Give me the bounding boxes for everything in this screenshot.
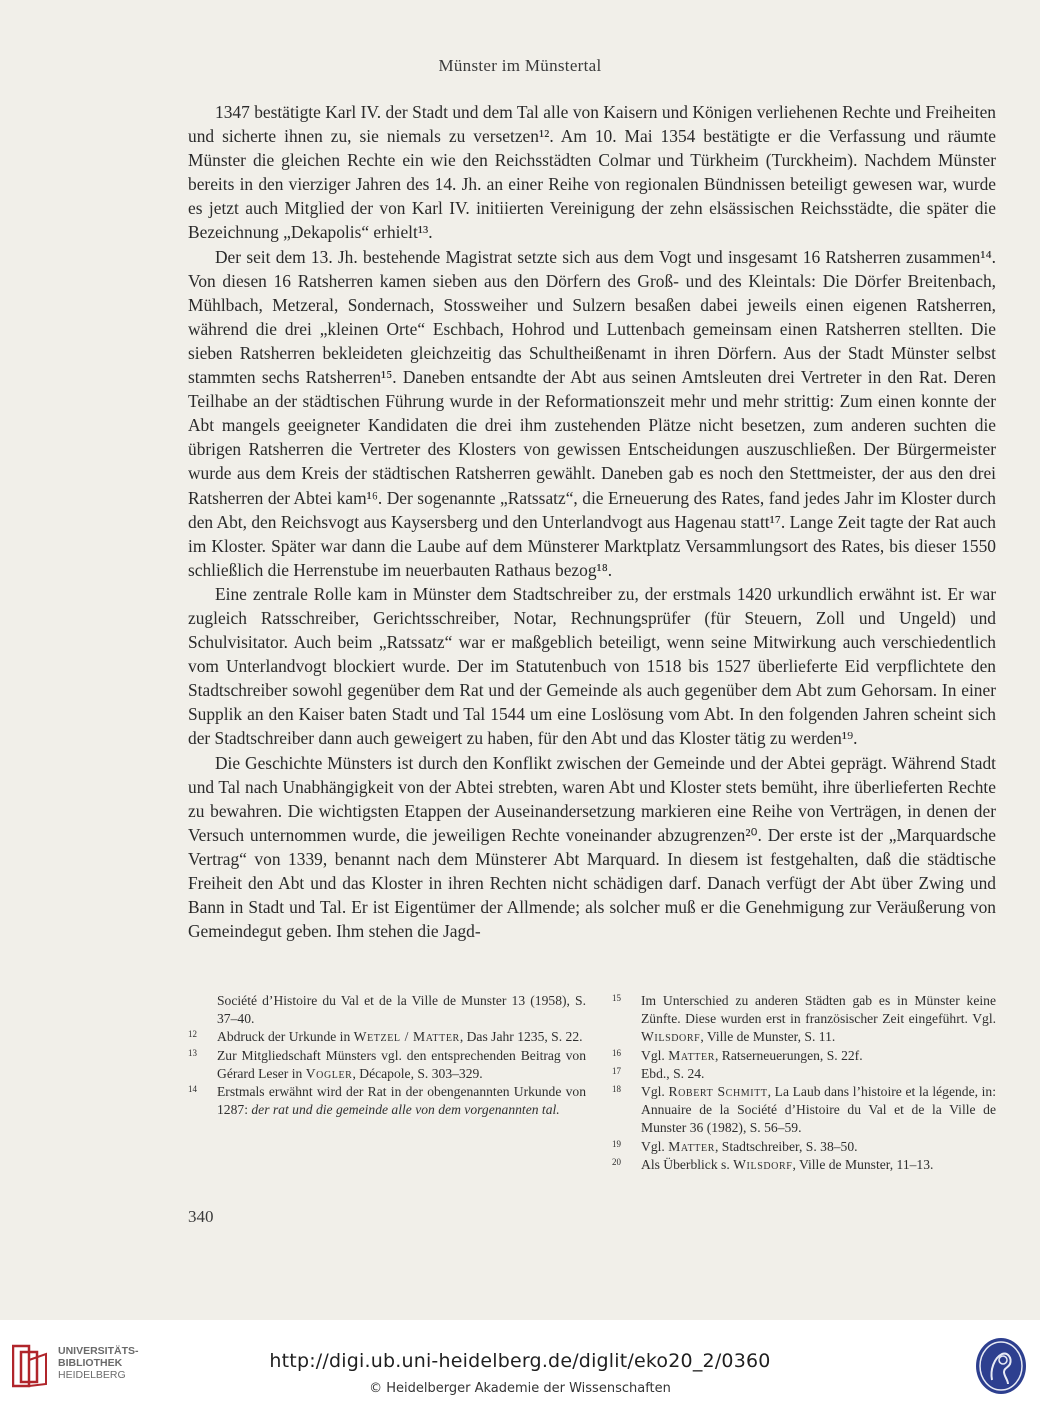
- footnote: [612, 1083, 996, 1138]
- author-name: Robert Schmitt: [668, 1084, 768, 1100]
- copyright-notice: © Heidelberger Akademie der Wissenschaften: [369, 1381, 671, 1396]
- footnote-number: 19: [612, 1138, 621, 1149]
- footnote-text-part: Im Unterschied zu anderen Städten gab es in Münster keine Zünfte. Diese wurden erst in französischer Zeit eingeführt. Vgl.: [641, 993, 996, 1027]
- footnote: [612, 1047, 996, 1065]
- footnote-number: 17: [612, 1065, 621, 1076]
- footnote-text-part: , Ratserneuerungen, S. 22f.: [714, 1047, 863, 1063]
- footnote-number: 16: [612, 1047, 621, 1058]
- author-name: Vogler: [305, 1065, 353, 1081]
- footnote: [188, 1083, 586, 1119]
- footnote-text-part: Vgl.: [641, 1084, 669, 1100]
- footnote-text-part: , La Laub dans l’histoire et la légende, in: Annuaire de la Société d’Histoire du Val et de la Ville de Munster 36 (1982), S. 56–59.: [641, 1084, 996, 1136]
- footnotes: [188, 992, 996, 1174]
- quoted-source: der rat und die gemeinde alle von dem vorgenannten tal.: [251, 1102, 560, 1118]
- permalink-url[interactable]: http://digi.ub.uni-heidelberg.de/diglit/eko20_2/0360: [269, 1350, 771, 1372]
- paragraph: Eine zentrale Rolle kam in Münster dem Stadtschreiber zu, der erstmals 1420 urkundlich erwähnt ist. Er war zugleich Ratsschreiber, Gerichtsschreiber, Notar, Rechnungsprüfer (für Steuern, Zoll und Ungeld) und Schulvisitator. Auch beim „Ratssatz“ war er maßgeblich beteiligt, wenn seine Mitwirkung auch verschiedentlich vom Unterlandvogt blockiert wurde. Der im Statutenbuch von 1518 bis 1527 überlieferte Eid verpflichtete den Stadtschreiber sowohl gegenüber dem Rat und der Gemeinde als auch gegenüber dem Abt zum Gehorsam. In einer Supplik an den Kaiser baten Stadt und Tal 1544 um eine Loslösung vom Abt. In den folgenden Jahren scheint sich der Stadtschreiber dann auch geweigert zu haben, für den Abt und das Kloster tätig zu werden¹⁹.: [188, 583, 996, 749]
- footnote-text: Société d’Histoire du Val et de la Ville de Munster 13 (1958), S. 37–40.: [217, 993, 586, 1027]
- footnote: [188, 992, 586, 1028]
- body-text: [188, 100, 996, 943]
- footnote-number: 15: [612, 993, 621, 1003]
- footnote-text: [641, 1047, 996, 1065]
- footnote-text-part: , Décapole, S. 303–329.: [352, 1065, 483, 1081]
- footnote-number: 18: [612, 1084, 621, 1095]
- footnote-number: 13: [188, 1047, 197, 1058]
- academy-seal-icon: [974, 1336, 1028, 1396]
- author-name: Matter: [668, 1138, 715, 1154]
- footnote-text-part: Als Überblick s.: [641, 1156, 734, 1172]
- footnote-text: [217, 1028, 586, 1046]
- footnote-text: [217, 1083, 586, 1119]
- footnote: [188, 1047, 586, 1083]
- footnote: [188, 1028, 586, 1046]
- footnotes-right-column: [612, 992, 996, 1174]
- footnote: [612, 1156, 996, 1174]
- footnote-text: [641, 1083, 996, 1138]
- author-name: Wilsdorf: [733, 1156, 793, 1172]
- footnote: [612, 1138, 996, 1156]
- footnote-number: 14: [188, 1084, 197, 1095]
- library-name-line: BIBLIOTHEK: [58, 1357, 123, 1369]
- footnote: [612, 992, 996, 1047]
- footnote-text: [641, 992, 996, 1047]
- footnote: [612, 1065, 996, 1083]
- footnote-text-part: , Das Jahr 1235, S. 22.: [459, 1029, 583, 1045]
- footnote-text-part: Zur Mitgliedschaft Münsters vgl. den entsprechenden Beitrag von Gérard Leser in: [217, 1047, 586, 1081]
- author-name: Matter: [668, 1047, 715, 1063]
- running-head: Münster im Münstertal: [438, 56, 602, 75]
- footnote-number: 20: [612, 1156, 621, 1167]
- footnote-number: 12: [188, 1029, 197, 1040]
- footnote-text: [641, 1156, 996, 1174]
- footnote-text: Ebd., S. 24.: [641, 1065, 705, 1081]
- library-name-line: HEIDELBERG: [58, 1369, 126, 1381]
- footnote-text: [217, 1047, 586, 1083]
- page-number: 340: [188, 1207, 214, 1226]
- footnote-text-part: Erstmals erwähnt wird der Rat in der obengenannten Urkunde von 1287:: [217, 1084, 586, 1118]
- author-name: Wilsdorf: [641, 1029, 701, 1045]
- footnote-text: [641, 1138, 996, 1156]
- footnote-text-part: , Ville de Munster, 11–13.: [792, 1156, 934, 1172]
- footnote-text-part: , Stadtschreiber, S. 38–50.: [714, 1138, 858, 1154]
- footnote-text-part: Vgl.: [641, 1138, 669, 1154]
- paragraph: Die Geschichte Münsters ist durch den Konflikt zwischen der Gemeinde und der Abtei geprägt. Während Stadt und Tal nach Unabhängigkeit von der Abtei strebten, waren Abt und Kloster stets bemüht, ihre überlieferten Rechte zu bewahren. Die wichtigsten Etappen der Auseinandersetzung markieren eine Reihe von Verträgen, in denen der Versuch unternommen wurde, die jeweiligen Rechte voneinander abzugrenzen²⁰. Der erste ist der „Marquardsche Vertrag“ von 1339, benannt nach dem Münsterer Abt Marquard. In diesem ist festgehalten, daß die städtische Freiheit den Abt und das Kloster in ihren Rechten nicht schädigen darf. Danach verfügt der Abt über Zwing und Bann in Stadt und Tal. Er ist Eigentümer der Allmende; als solcher muß er die Genehmigung zur Veräußerung von Gemeindegut geben. Ihm stehen die Jagd-: [188, 752, 996, 942]
- author-name: Wetzel / Matter: [353, 1029, 460, 1045]
- footnote-text-part: Abdruck der Urkunde in: [217, 1029, 354, 1045]
- footnotes-left-column: [188, 992, 586, 1174]
- footnote-text-part: , Ville de Munster, S. 11.: [700, 1029, 836, 1045]
- library-name-line: UNIVERSITÄTS-: [58, 1345, 139, 1357]
- footnote-text-part: Vgl.: [641, 1047, 669, 1063]
- paragraph: 1347 bestätigte Karl IV. der Stadt und dem Tal alle von Kaisern und Königen verliehenen Rechte und Freiheiten und sicherte ihnen zu, sie niemals zu versetzen¹². Am 10. Mai 1354 bestätigte er die Verfassung und räumte Münster die gleichen Rechte ein wie den Reichsstädten Colmar und Türkheim (Turckheim). Nachdem Münster bereits in den vierziger Jahren des 14. Jh. an einer Reihe von regionalen Bündnissen beteiligt gewesen war, wurde es jetzt auch Mitglied der von Karl IV. initiierten Vereinigung der zehn elsässischen Reichsstädte, die später die Bezeichnung „Dekapolis“ erhielt¹³.: [188, 102, 996, 243]
- paragraph: Der seit dem 13. Jh. bestehende Magistrat setzte sich aus dem Vogt und insgesamt 16 Ratsherren zusammen¹⁴. Von diesen 16 Ratsherren kamen sieben aus den Dörfern des Groß- und des Kleintals: Die Dörfer Breitenbach, Mühlbach, Metzeral, Sondernach, Stossweiher und Sulzern besaßen dabei jeweils einen eigenen Ratsherren, während die drei „kleinen Orte“ Eschbach, Hohrod und Luttenbach gemeinsam einen Ratsherren stellten. Die sieben Ratsherren bekleideten gleichzeitig das Schultheißenamt in ihren Dörfern. Aus der Stadt Münster selbst stammten sechs Ratsherren¹⁵. Daneben entsandte der Abt aus seinen Amtsleuten drei Vertreter in den Rat. Deren Teilhabe an der städtischen Führung wurde in der Reformationszeit mehr und mehr strittig: Zum einen konnte der Abt mangels geeigneter Kandidaten die drei ihm zustehenden Plätze nicht besetzen, zum anderen suchten die übrigen Ratsherren die Vertreter des Klosters von gewissen Entscheidungen auszuschließen. Der Bürgermeister wurde aus dem Kreis der städtischen Ratsherren gewählt. Daneben gab es noch den Stettmeister, der aus den drei Ratsherren der Abtei kam¹⁶. Der sogenannte „Ratssatz“, die Erneuerung des Rates, fand jedes Jahr im Kloster durch den Abt, den Reichsvogt aus Kaysersberg und den Unterlandvogt aus Hagenau statt¹⁷. Lange Zeit tagte der Rat auch im Kloster. Später war dann die Laube auf dem Münsterer Marktplatz Versammlungsort des Rates, bis dieser 1550 schließlich die Herrenstube im neuerbauten Rathaus bezog¹⁸.: [188, 246, 996, 580]
